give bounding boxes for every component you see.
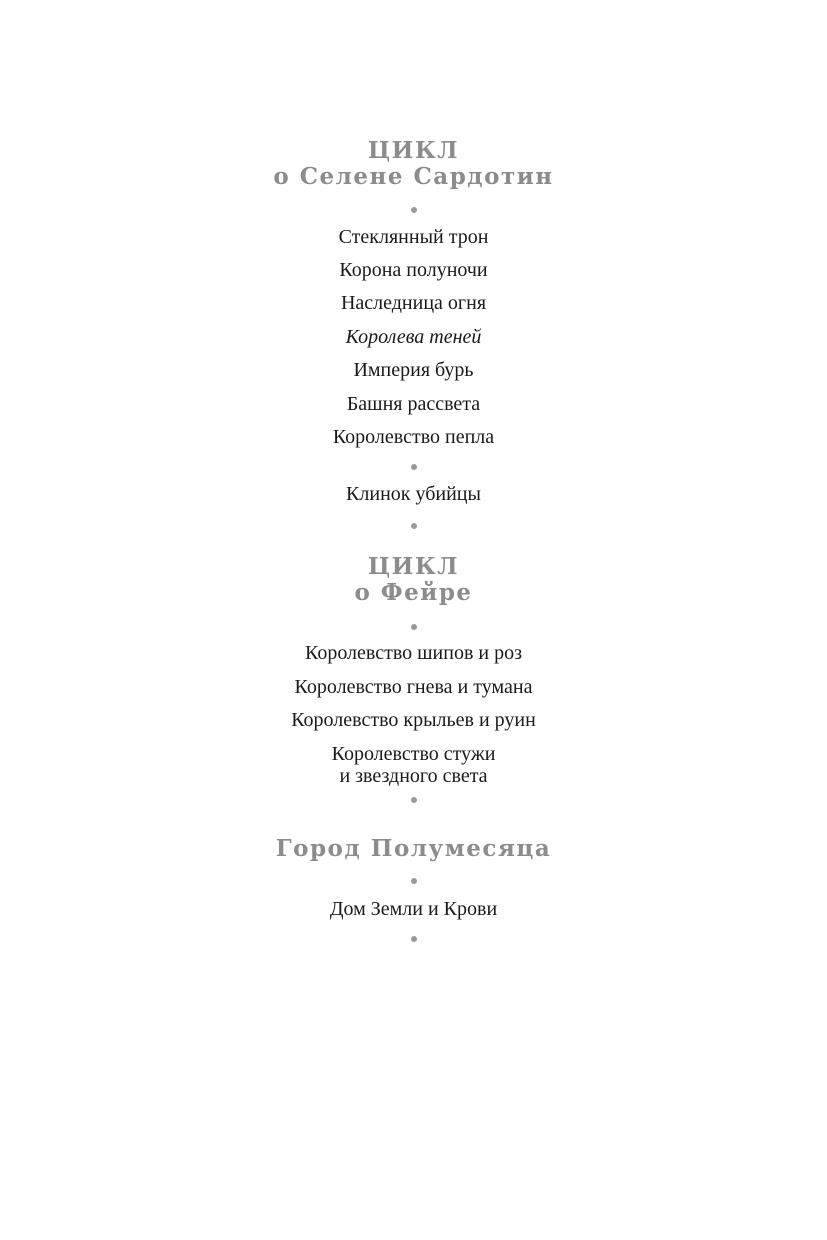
book-title: Королевство стужи [331, 743, 496, 765]
book-title: Империя бурь [353, 359, 474, 381]
book-title: Королевство гнева и тумана [294, 676, 533, 698]
separator-dot [411, 936, 417, 942]
book-title: Королевство пепла [332, 426, 495, 448]
book-title: Клинок убийцы [346, 483, 481, 505]
book-title-continued: и звездного света [339, 765, 488, 787]
section-heading-crescent-city: Город Полумесяца [275, 835, 552, 862]
separator-dot [411, 878, 417, 884]
book-title: Дом Земли и Крови [329, 898, 498, 920]
section-heading-celaena: о Селене Сардотин [273, 163, 554, 190]
book-title: Башня рассвета [346, 393, 481, 415]
separator-dot [411, 523, 417, 529]
separator-dot [411, 624, 417, 630]
book-title: Стеклянный трон [338, 226, 489, 248]
book-title: Корона полуночи [339, 259, 488, 281]
separator-dot [411, 207, 417, 213]
section-heading-cycle: ЦИКЛ [367, 137, 460, 164]
section-heading-feyre: о Фейре [354, 579, 473, 606]
book-title: Королевство шипов и роз [304, 642, 523, 664]
book-title: Королевство крыльев и руин [291, 709, 536, 731]
separator-dot [411, 464, 417, 470]
separator-dot [411, 797, 417, 803]
book-title: Королева теней [345, 326, 482, 348]
book-title: Наследница огня [340, 292, 487, 314]
section-heading-cycle: ЦИКЛ [367, 553, 460, 580]
